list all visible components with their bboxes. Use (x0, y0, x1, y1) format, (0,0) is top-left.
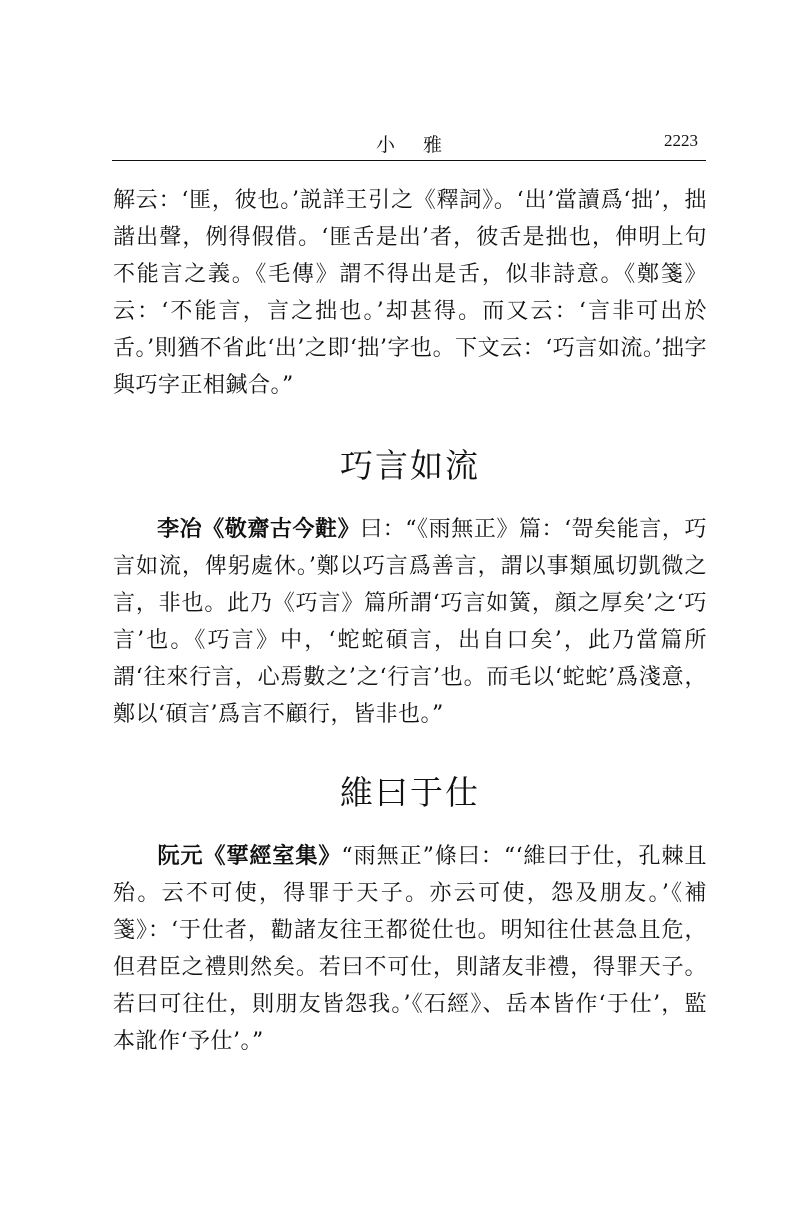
paragraph-wei-yue-yu-shi (113, 838, 707, 1060)
paragraph-continuation: 解云：‘匪，彼也。’説詳王引之《釋詞》。‘出’當讀爲‘拙’，拙諧出聲，例得假借。‘匪舌是出’者，彼舌是拙也，伸明上句不能言之義。《毛傳》謂不得出是舌，似非詩意。《鄭箋》云：‘不能言，言之拙也。’却甚得。而又云：‘言非可出於舌。’則猶不省此‘出’之即‘拙’字也。下文云：‘巧言如流。’拙字與巧字正相鍼合。” (113, 188, 707, 398)
section-title-qiao-yan-ru-liu: 巧言如流 (340, 446, 480, 485)
paragraph-body: 曰：“《雨無正》篇：‘哿矣能言，巧言如流，俾躬處休。’鄭以巧言爲善言，謂以事類風切凱微之言，非也。此乃《巧言》篇所謂‘巧言如簧，顔之厚矣’之‘巧言’也。《巧言》中，‘蛇蛇碩言，出自口矣’，此乃當篇所謂‘往來行言，心焉數之’之‘行言’也。而毛以‘蛇蛇’爲淺意，鄭以‘碩言’爲言不顧行，皆非也。” (113, 517, 707, 727)
header-title: 小雅 (375, 134, 470, 156)
cited-author-ruan-yuan: 阮元《揅經室集》 (157, 844, 342, 869)
header-rule (112, 160, 706, 161)
paragraph-body: “雨無正”條曰：“‘維曰于仕，孔棘且殆。云不可使，得罪于天子。亦云可使，怨及朋友。’《補箋》：‘于仕者，勸諸友往王都從仕也。明知往仕甚急且危，但君臣之禮則然矣。若曰不可仕，則諸友非禮，得罪天子。若曰可往仕，則朋友皆怨我。’《石經》、岳本皆作‘于仕’，監本訛作‘予仕’。” (113, 844, 707, 1054)
paragraph-qiao-yan-ru-liu (113, 511, 707, 733)
page-number: 2223 (664, 131, 698, 150)
section-title-wei-yue-yu-shi: 維曰于仕 (340, 773, 480, 812)
running-header (112, 126, 706, 160)
cited-author-li-ye: 李冶《敬齋古今黈》 (157, 517, 361, 542)
